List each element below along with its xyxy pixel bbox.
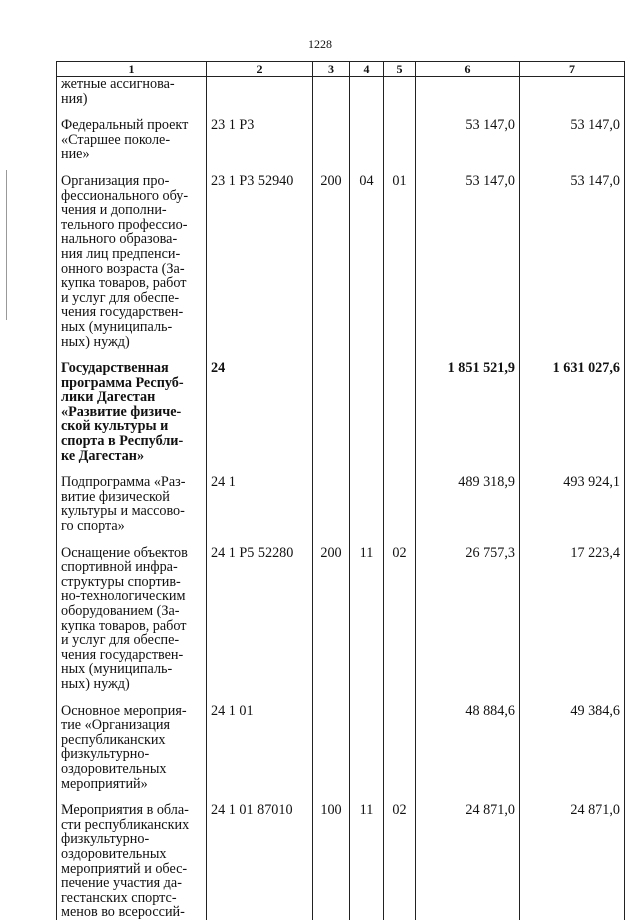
row-name-cell xyxy=(57,546,207,692)
row-expense-type-cell xyxy=(313,704,350,792)
row-expense-type-text: 200 xyxy=(320,172,342,189)
spacer-cell xyxy=(384,692,416,704)
spacer-cell xyxy=(384,463,416,475)
row-name-cell xyxy=(57,704,207,792)
row-expense-type-cell xyxy=(313,174,350,349)
row-code-cell xyxy=(207,475,313,533)
row-subsection-cell xyxy=(384,77,416,107)
row-amount-2-cell xyxy=(520,704,625,792)
row-section-cell xyxy=(350,704,384,792)
row-expense-type-cell xyxy=(313,77,350,107)
header-col-4: 4 xyxy=(350,62,384,77)
row-code-text: 24 1 01 87010 xyxy=(211,802,293,819)
row-subsection-cell xyxy=(384,118,416,162)
row-amount-2-text: 17 223,4 xyxy=(570,544,620,561)
table-row xyxy=(57,77,625,107)
spacer-cell xyxy=(57,692,207,704)
row-amount-1-text: 26 757,3 xyxy=(465,544,515,561)
row-subsection-text: 01 xyxy=(392,172,407,189)
header-col-7: 7 xyxy=(520,62,625,77)
row-section-cell xyxy=(350,803,384,920)
row-section-cell xyxy=(350,361,384,463)
row-name-text: Оснащение объектов спортивной инфра- структуры спортив- но-технологическим оборудованием (За- купка товаров, работ и услуг для обеспе- чения государствен- ных (муниципаль- ных) нужд) xyxy=(61,544,188,692)
row-name-cell xyxy=(57,118,207,162)
row-subsection-cell xyxy=(384,803,416,920)
row-code-text: 24 1 xyxy=(211,474,236,491)
table-row xyxy=(57,704,625,792)
spacer-cell xyxy=(57,534,207,546)
header-col-1: 1 xyxy=(57,62,207,77)
header-col-2: 2 xyxy=(207,62,313,77)
row-amount-1-text: 48 884,6 xyxy=(465,702,515,719)
header-row xyxy=(57,62,625,77)
row-subsection-cell xyxy=(384,475,416,533)
row-expense-type-cell xyxy=(313,118,350,162)
row-amount-1-cell xyxy=(416,361,520,463)
row-amount-2-cell xyxy=(520,475,625,533)
row-code-text: 24 1 01 xyxy=(211,702,254,719)
spacer-cell xyxy=(350,692,384,704)
row-amount-1-cell xyxy=(416,475,520,533)
row-amount-2-cell xyxy=(520,118,625,162)
spacer-cell xyxy=(313,106,350,118)
row-section-text: 04 xyxy=(359,172,374,189)
table-row xyxy=(57,803,625,920)
row-amount-2-text: 1 631 027,6 xyxy=(552,360,620,377)
row-amount-2-text: 53 147,0 xyxy=(570,172,620,189)
row-section-text: 11 xyxy=(359,802,374,819)
row-expense-type-cell xyxy=(313,475,350,533)
row-subsection-text: 02 xyxy=(392,802,407,819)
spacer-cell xyxy=(350,349,384,361)
row-expense-type-text: 100 xyxy=(320,802,342,819)
row-name-cell xyxy=(57,77,207,107)
row-code-text: 23 1 P3 xyxy=(211,117,255,134)
row-amount-1-cell xyxy=(416,704,520,792)
row-amount-2-cell xyxy=(520,803,625,920)
spacer-cell xyxy=(350,106,384,118)
row-expense-type-cell xyxy=(313,546,350,692)
row-name-cell xyxy=(57,361,207,463)
row-name-cell xyxy=(57,803,207,920)
row-amount-1-text: 24 871,0 xyxy=(465,802,515,819)
table-row xyxy=(57,475,625,533)
row-name-text: Государственная программа Респуб- лики Дагестан «Развитие физиче- ской культуры и спорта в Республи- ке Дагестан» xyxy=(61,360,184,464)
row-expense-type-cell xyxy=(313,803,350,920)
row-amount-1-text: 1 851 521,9 xyxy=(447,360,515,377)
row-code-cell xyxy=(207,174,313,349)
spacer-cell xyxy=(313,692,350,704)
budget-table xyxy=(56,61,625,920)
row-amount-2-cell xyxy=(520,77,625,107)
row-section-text: 11 xyxy=(359,544,374,561)
row-subsection-cell xyxy=(384,546,416,692)
page-number: 1228 xyxy=(308,37,332,51)
row-code-cell xyxy=(207,704,313,792)
row-section-cell xyxy=(350,546,384,692)
row-name-text: жетные ассигнова- ния) xyxy=(61,76,175,107)
row-code-cell xyxy=(207,546,313,692)
table-row xyxy=(57,174,625,349)
row-expense-type-cell xyxy=(313,361,350,463)
header-col-6: 6 xyxy=(416,62,520,77)
spacer-cell xyxy=(384,106,416,118)
row-amount-1-cell xyxy=(416,803,520,920)
table-row xyxy=(57,118,625,162)
row-amount-1-cell xyxy=(416,546,520,692)
row-amount-2-text: 49 384,6 xyxy=(570,702,620,719)
row-amount-2-text: 493 924,1 xyxy=(563,474,620,491)
row-amount-2-text: 53 147,0 xyxy=(570,117,620,134)
row-amount-1-text: 53 147,0 xyxy=(465,117,515,134)
row-amount-1-cell xyxy=(416,118,520,162)
row-name-text: Организация про- фессионального обу- чения и дополни- тельного профессио- нального образова- ния лиц предпенси- онного возраста (За- купка товаров, работ и услуг для обеспе- чения государствен- ных (муниципаль- ных) нужд) xyxy=(61,172,189,350)
row-subsection-cell xyxy=(384,704,416,792)
row-amount-1-text: 489 318,9 xyxy=(458,474,515,491)
row-name-cell xyxy=(57,174,207,349)
spacer-cell xyxy=(384,349,416,361)
row-amount-1-text: 53 147,0 xyxy=(465,172,515,189)
row-name-cell xyxy=(57,475,207,533)
row-expense-type-text: 200 xyxy=(320,544,342,561)
table-row xyxy=(57,361,625,463)
row-amount-2-cell xyxy=(520,361,625,463)
spacer-cell xyxy=(350,463,384,475)
row-section-cell xyxy=(350,118,384,162)
row-code-text: 24 1 P5 52280 xyxy=(211,544,294,561)
row-section-cell xyxy=(350,77,384,107)
table-row xyxy=(57,546,625,692)
row-code-cell xyxy=(207,803,313,920)
row-code-text: 24 xyxy=(211,360,226,377)
row-section-cell xyxy=(350,174,384,349)
row-name-text: Подпрограмма «Раз- витие физической культуры и массово- го спорта» xyxy=(61,474,186,535)
row-subsection-cell xyxy=(384,174,416,349)
row-code-cell xyxy=(207,118,313,162)
header-col-3: 3 xyxy=(313,62,350,77)
row-amount-1-cell xyxy=(416,174,520,349)
row-section-cell xyxy=(350,475,384,533)
row-subsection-text: 02 xyxy=(392,544,407,561)
header-col-5: 5 xyxy=(384,62,416,77)
spacer-cell xyxy=(313,349,350,361)
row-amount-1-cell xyxy=(416,77,520,107)
row-name-text: Основное мероприя- тие «Организация республиканских физкультурно- оздоровительных мероприятий» xyxy=(61,702,187,792)
row-spacer xyxy=(57,692,625,704)
row-name-text: Мероприятия в обла- сти республиканских физкультурно- оздоровительных мероприятий и обес- печение участия да- гестанских спортс- менов во всероссий- xyxy=(61,802,190,920)
row-subsection-cell xyxy=(384,361,416,463)
row-amount-2-cell xyxy=(520,546,625,692)
row-code-text: 23 1 P3 52940 xyxy=(211,172,294,189)
row-code-cell xyxy=(207,361,313,463)
row-amount-2-cell xyxy=(520,174,625,349)
row-name-text: Федеральный проект «Старшее поколе- ние» xyxy=(61,117,189,163)
row-amount-2-text: 24 871,0 xyxy=(570,802,620,819)
row-code-cell xyxy=(207,77,313,107)
spacer-cell xyxy=(313,463,350,475)
scan-edge-line xyxy=(6,170,7,320)
